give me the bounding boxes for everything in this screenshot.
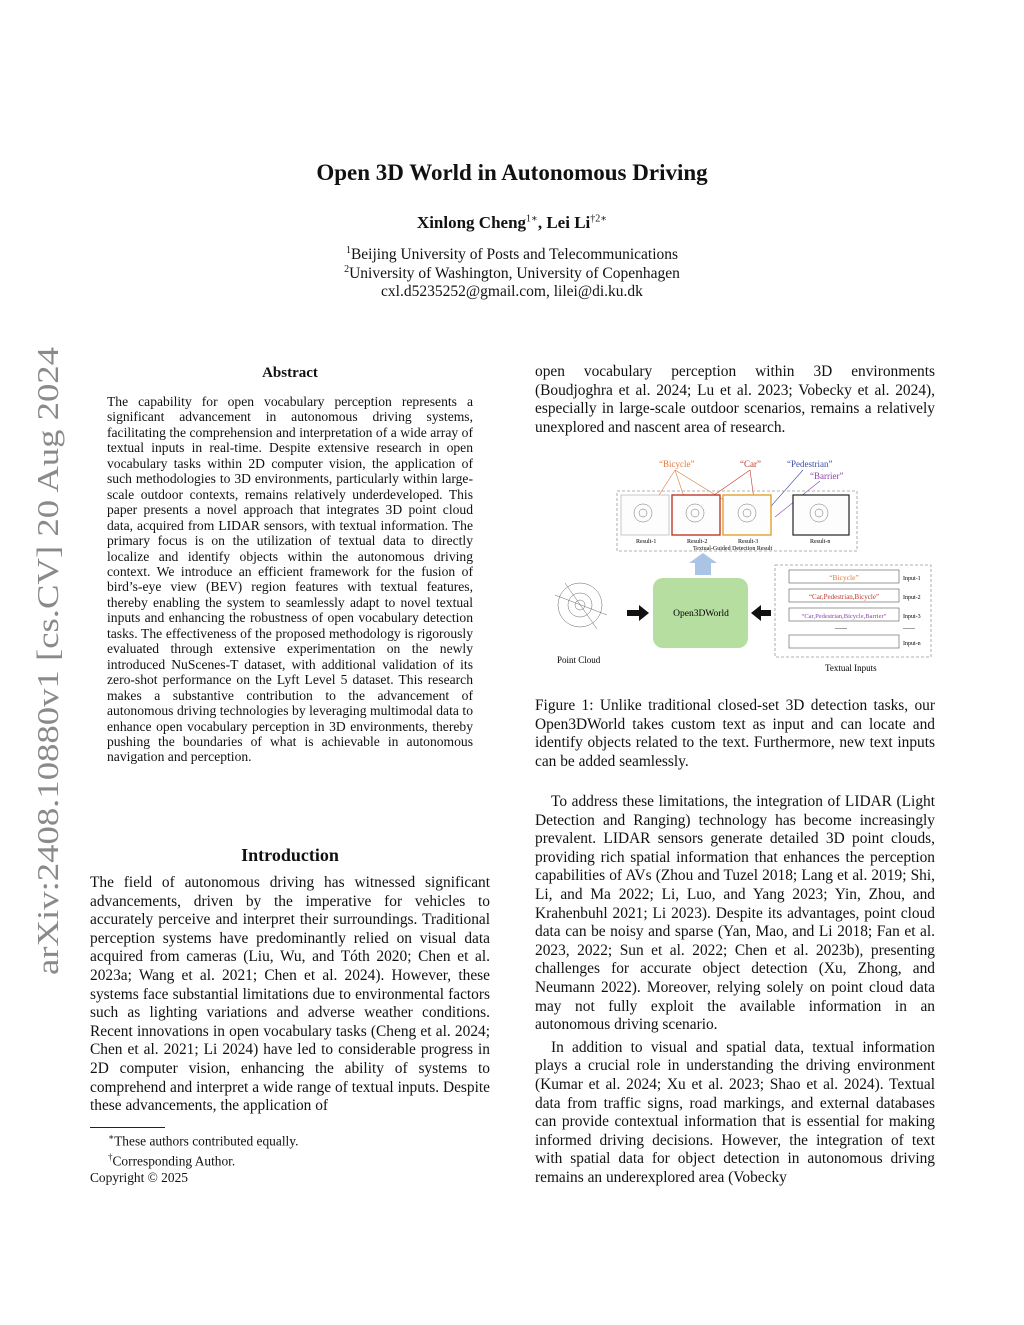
paper-title: Open 3D World in Autonomous Driving — [316, 160, 708, 185]
model-label: Open3DWorld — [673, 609, 729, 619]
footnote-rule — [90, 1127, 165, 1128]
result-label: Result-3 — [738, 539, 759, 545]
prompt-car: “Car” — [740, 459, 761, 469]
intro-paragraph-1: The field of autonomous driving has witnessed significant advancements, driven by the imperative for vehicles to accurately perceive and interpret their surroundings. Traditional perception systems have predominantly relied on visual data acquired from cameras (Liu, Wu, and Tóth 2020; Chen et al. 2023a; Wang et al. 2021; Chen et al. 2024). However, these systems face substantial limitations due to environmental factors such as lighting variations and adverse weather conditions. Recent innovations in open vocabulary tasks (Cheng et al. 2024; Chen et al. 2021; Li 2024) have led to considerable progress in 2D computer vision, enhancing the ability of systems to comprehend and interpret a wide range of textual inputs. Despite these advancements, the application of — [90, 874, 490, 1115]
figure-1-caption-block — [535, 697, 935, 771]
point-cloud-label: Point Cloud — [557, 655, 601, 665]
input-text-3: “Car,Pedestrian,Bicycle,Barrier” — [801, 613, 887, 620]
intro-continued-paragraphs — [535, 793, 935, 1187]
introduction-section — [90, 845, 490, 1116]
footnote-2 — [90, 1149, 490, 1169]
affiliation-text: Beijing University of Posts and Telecommunications — [350, 246, 679, 264]
figure-1 — [535, 455, 935, 680]
introduction-heading: Introduction — [241, 845, 339, 865]
figure-1-caption: Figure 1: Unlike traditional closed-set 3D detection tasks, our Open3DWorld takes custom text as input and can locate and identify objects related to the text. Furthermore, new text inputs can be added seamlessly. — [535, 697, 935, 770]
arxiv-identifier — [20, 345, 70, 975]
affiliation-text: University of Washington, University of Copenhagen — [349, 265, 680, 283]
abstract-heading: Abstract — [262, 365, 318, 381]
input-id-n: Input-n — [903, 641, 921, 647]
result-box-1 — [621, 495, 669, 535]
author-name: Lei Li — [546, 213, 591, 232]
arrow-left-icon — [751, 605, 771, 621]
affiliation-mark: 1 — [345, 245, 351, 256]
footnote-1 — [90, 1129, 490, 1149]
result-box-2 — [672, 495, 720, 535]
arrow-up-icon — [689, 553, 717, 575]
footnotes — [90, 1129, 490, 1186]
intro-paragraph-1-continued: open vocabulary perception within 3D environments (Boudjoghra et al. 2024; Lu et al. 2023; Vobecky et al. 2024), especially in large-scale outdoor scenarios, remains a relatively unexplored and nascent area of research. — [535, 363, 935, 436]
point-cloud-image — [555, 583, 607, 629]
result-thumbnails — [621, 495, 849, 552]
intro-paragraph-2: To address these limitations, the integration of LIDAR (Light Detection and Ranging) technology has become increasingly prevalent. LIDAR sensors generate detailed 3D point clouds, providing rich spatial information that enhances the perception capabilities of AVs (Zhou and Tuzel 2018; Lang et al. 2019; Shi, Li, and Ma 2022; Li, Luo, and Yang 2023; Yin, Zhou, and Krahenbuhl 2021; Li 2023). Despite its advantages, point cloud data can be noisy and sparse (Yan, Mao, and Li 2018; Fan et al. 2023, 2022; Sun et al. 2022; Chen et al. 2023b), presenting challenges for accurate object detection (Xu, Zhong, and Neumann 2022). Moreover, relying solely on point cloud data may not fully exploit the available information in an autonomous driving scenario. — [535, 793, 935, 1034]
footnote-text: Corresponding Author. — [112, 1153, 236, 1169]
affiliation-1 — [0, 245, 1024, 264]
result-box-n — [793, 495, 849, 535]
author-emails: cxl.d5235252@gmail.com, lilei@di.ku.dk — [381, 283, 643, 300]
abstract-section — [107, 365, 473, 765]
input-text-1: “Bicycle” — [829, 573, 859, 582]
author-mark: 1∗ — [526, 213, 538, 225]
input-box-n — [789, 635, 899, 648]
intro-continuation — [535, 363, 935, 437]
author-mark: †2∗ — [590, 213, 608, 225]
prompt-bicycle: “Bicycle” — [659, 459, 695, 469]
input-id-3: Input-3 — [903, 614, 921, 620]
input-id-1: Input-1 — [903, 576, 921, 582]
abstract-text: The capability for open vocabulary perception represents a significant advancement in autonomous driving systems, facilitating the comprehension and interpretation of a wide array of textual inputs in real-time. Despite extensive research in open vocabulary tasks within 2D computer vision, the application of such methodologies to 3D environments, particularly within large-scale outdoor contexts, remains relatively underdeveloped. This paper presents a novel approach that integrates 3D point cloud data, acquired from LIDAR sensors, with textual information. The primary focus is on the utilization of textual data to directly localize and identify objects within the autonomous driving context. We introduce an efficient framework for the fusion of bird’s-eye view (BEV) region features with textual features, thereby enabling the system to seamlessly adapt to novel textual inputs and enhancing the robustness of open vocabulary detection tasks. The effectiveness of the proposed methodology is rigorously evaluated through extensive experimentation on the newly introduced NuScenes-T dataset, with additional validation of its zero-shot performance on the Lyft Level 5 dataset. This research makes a substantive contribution to the advancement of autonomous driving technologies by leveraging multimodal data to enhance open vocabulary perception in 3D environments, thereby pushing the boundaries of what is achievable in autonomous navigation and perception. — [107, 394, 473, 765]
prompt-pedestrian: “Pedestrian” — [787, 459, 833, 469]
author-list — [0, 213, 1024, 233]
result-label: Result-1 — [636, 539, 657, 545]
footnote-text: These authors contributed equally. — [114, 1133, 299, 1149]
affiliation-2 — [0, 264, 1024, 283]
affiliation-mark: 2 — [344, 264, 350, 275]
input-id-2: Input-2 — [903, 595, 921, 601]
author-separator: , — [537, 213, 547, 232]
result-box-3 — [723, 495, 771, 535]
intro-paragraph-3: In addition to visual and spatial data, textual information plays a crucial role in understanding the driving environment (Kumar et al. 2024; Xu et al. 2023; Shao et al. 2024). Textual data from traffic signs, road markings, and external databases can provide contextual information that is essential for making informed driving decisions. However, the integration of text with spatial data for object detection in autonomous driving remains an underexplored area (Vobecky — [535, 1038, 935, 1186]
input-ellipsis: ...... — [903, 622, 915, 631]
textual-inputs-label: Textual Inputs — [825, 663, 877, 673]
input-list — [789, 570, 921, 648]
arrow-right-icon — [627, 605, 649, 621]
input-text-2: “Car,Pedestrian,Bicycle” — [808, 593, 880, 601]
copyright-notice: Copyright © 2025 — [90, 1169, 188, 1185]
footnote-mark: † — [108, 1152, 113, 1163]
result-label: Result-2 — [687, 539, 708, 545]
result-label: Result-n — [810, 539, 831, 545]
results-caption: Textual-Guided Detection Result — [693, 546, 773, 552]
input-ellipsis: ...... — [835, 622, 847, 631]
author-name: Xinlong Cheng — [416, 213, 527, 232]
prompt-barrier: “Barrier” — [810, 471, 844, 481]
footnote-mark: ∗ — [108, 1132, 115, 1142]
arxiv-identifier-text: arXiv:2408.10880v1 [cs.CV] 20 Aug 2024 — [30, 444, 65, 975]
